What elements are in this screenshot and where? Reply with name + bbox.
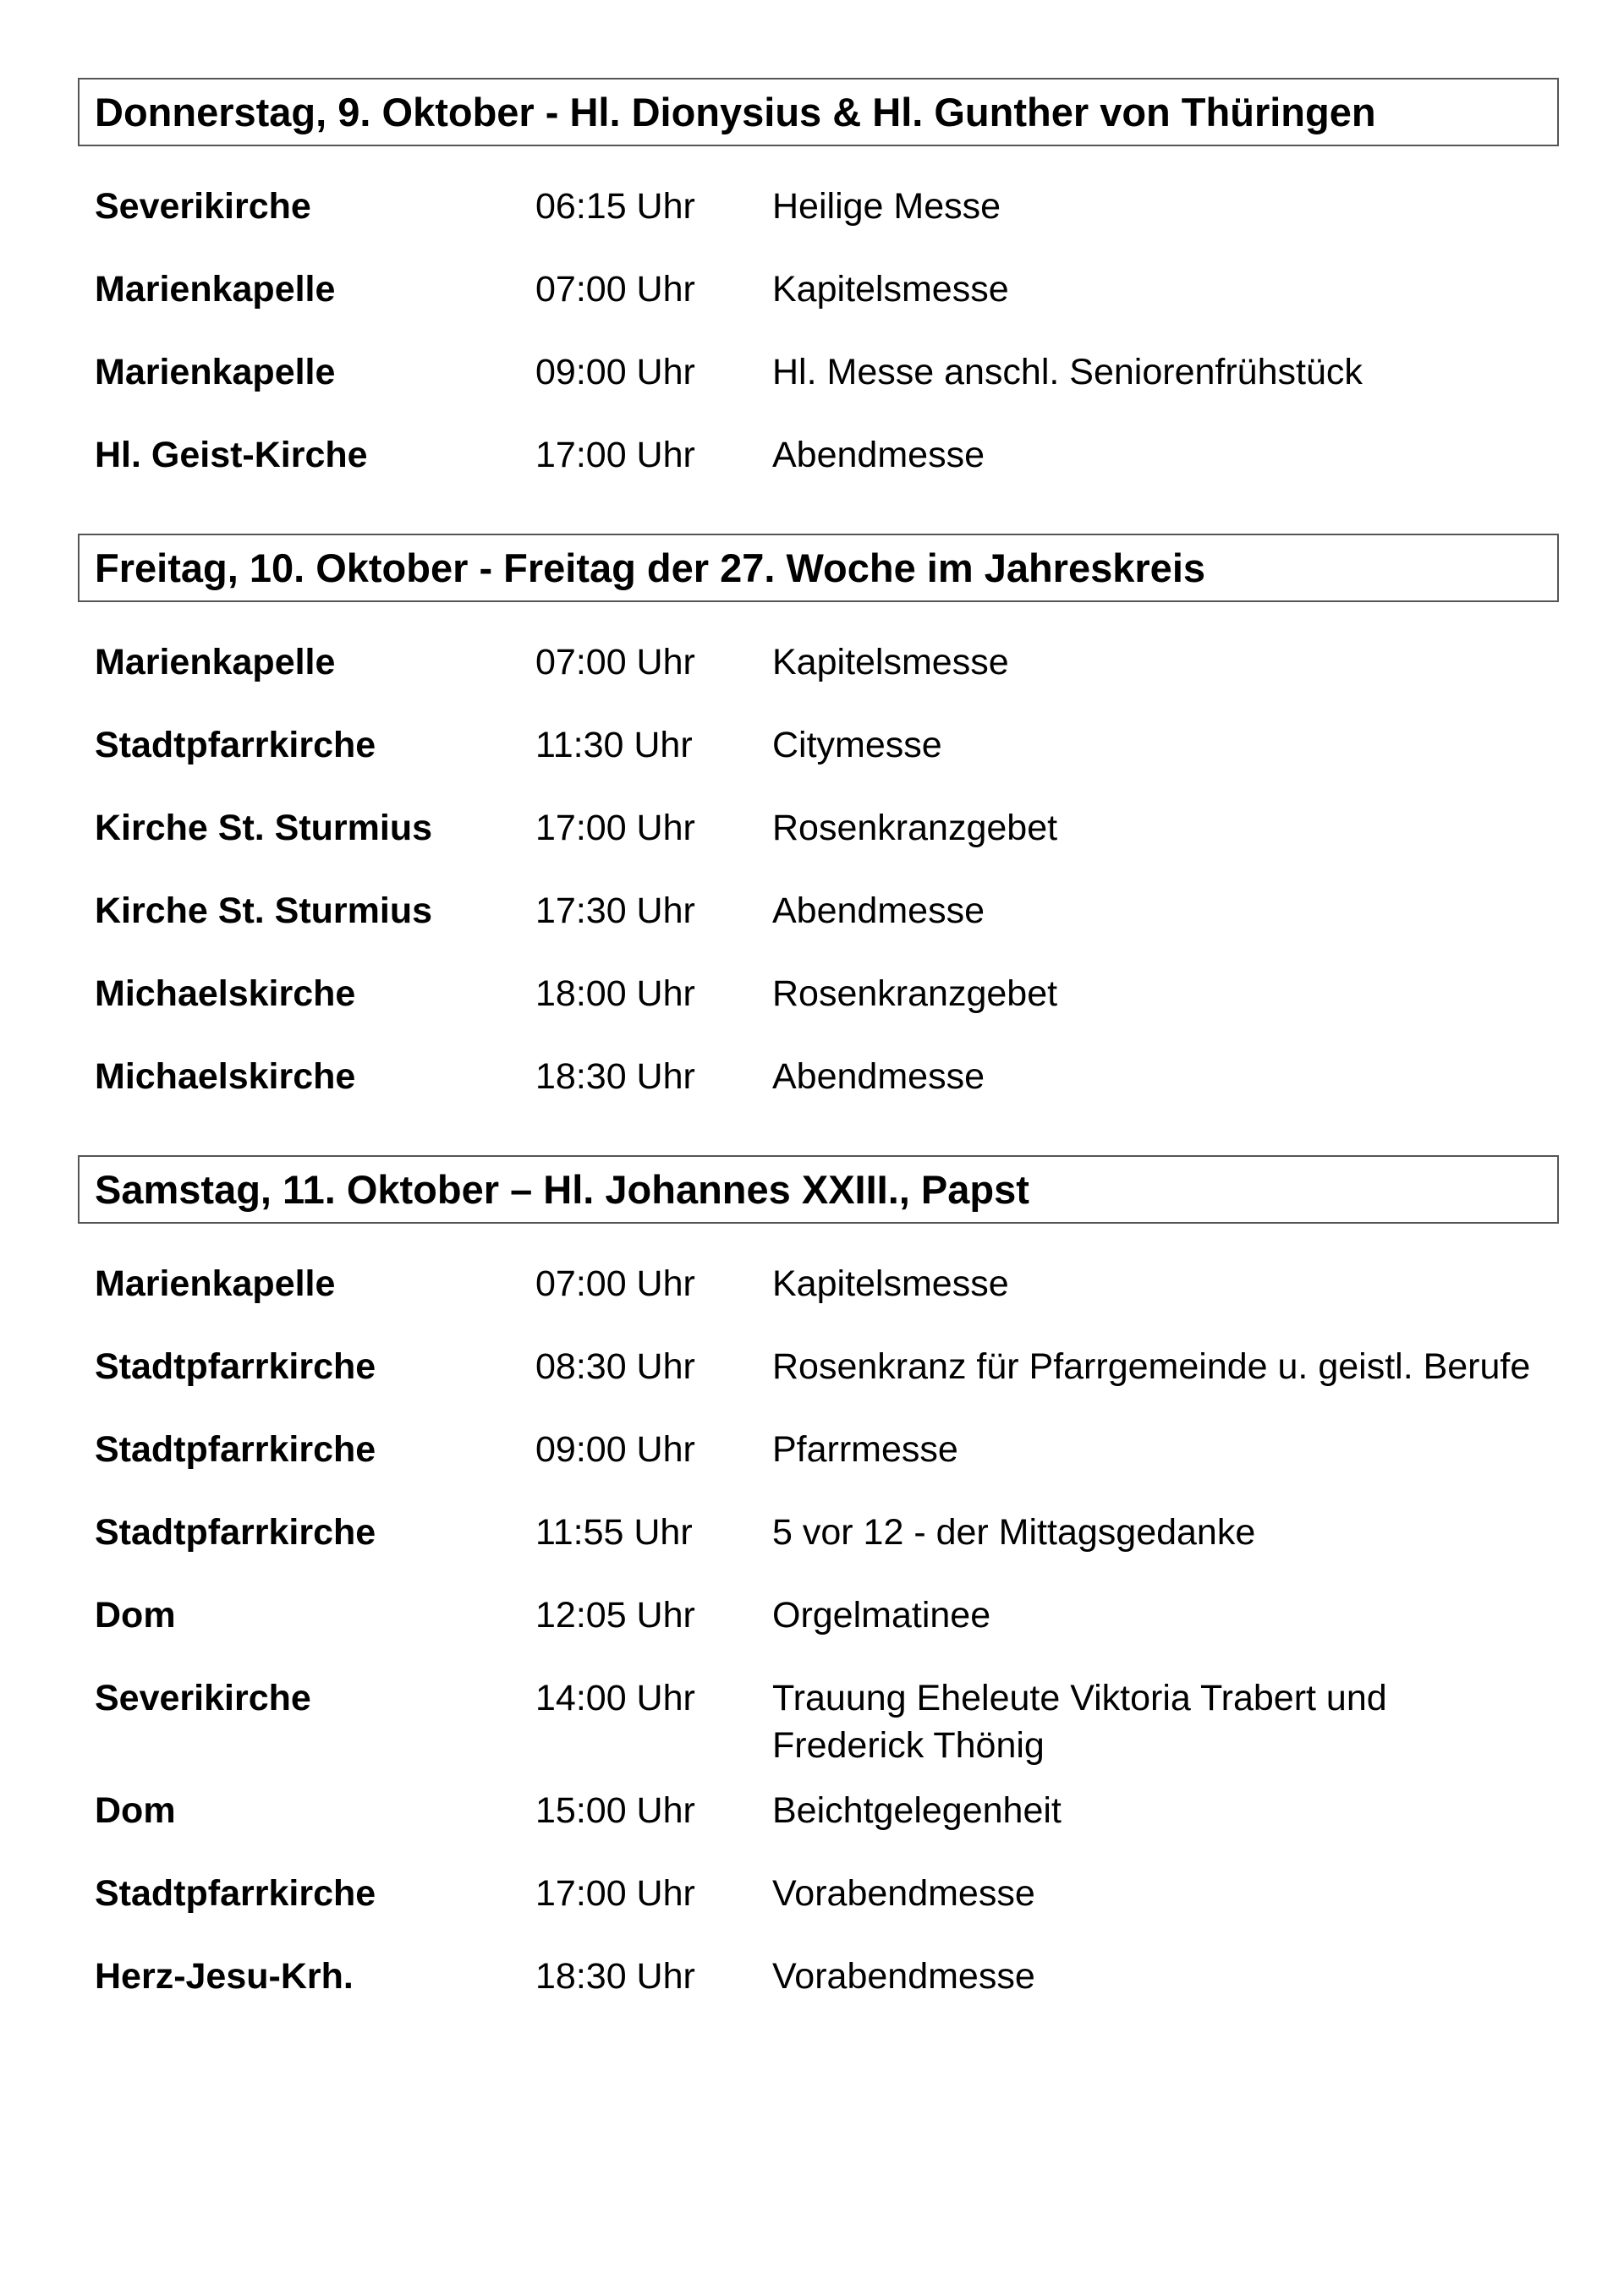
service-description: Kapitelsmesse [772,642,1009,682]
service-location: Marienkapelle [95,1263,336,1304]
service-time: 11:30 Uhr [535,725,693,765]
service-description: 5 vor 12 - der Mittagsgedanke [772,1512,1256,1553]
service-row [78,165,1559,248]
service-time: 09:00 Uhr [535,352,695,392]
service-row [78,869,1559,952]
service-location: Stadtpfarrkirche [95,1429,376,1470]
service-location: Michaelskirche [95,973,356,1014]
service-description: Pfarrmesse [772,1429,958,1470]
service-location: Kirche St. Sturmius [95,808,433,848]
service-description: Abendmesse [772,890,985,931]
service-row [78,1574,1559,1657]
service-description: Abendmesse [772,435,985,475]
service-row [78,1242,1559,1325]
service-location: Dom [95,1790,176,1831]
service-location: Stadtpfarrkirche [95,1346,376,1387]
service-time: 17:00 Uhr [535,435,695,475]
service-description: Kapitelsmesse [772,1263,1009,1304]
day-section [78,78,1559,496]
service-row [78,1852,1559,1935]
service-time: 12:05 Uhr [535,1595,695,1636]
service-location: Marienkapelle [95,352,336,392]
service-time: 18:00 Uhr [535,973,695,1014]
service-row [78,952,1559,1035]
service-location: Stadtpfarrkirche [95,725,376,765]
service-time: 17:00 Uhr [535,1873,695,1914]
service-location: Hl. Geist-Kirche [95,435,368,475]
service-description: Trauung Eheleute Viktoria Trabert und Frederick Thönig [772,1678,1387,1766]
service-time: 14:00 Uhr [535,1678,695,1718]
service-location: Kirche St. Sturmius [95,890,433,931]
service-row [78,1935,1559,2018]
service-time: 08:30 Uhr [535,1346,695,1387]
service-time: 15:00 Uhr [535,1790,695,1831]
day-heading: Donnerstag, 9. Oktober - Hl. Dionysius & Hl. Gunther von Thüringen [78,78,1559,146]
day-section [78,1155,1559,2018]
service-time: 07:00 Uhr [535,1263,695,1304]
service-row [78,1035,1559,1118]
service-description: Kapitelsmesse [772,269,1009,310]
service-row [78,414,1559,496]
service-row [78,1491,1559,1574]
service-description: Rosenkranzgebet [772,973,1058,1014]
service-row [78,1769,1559,1852]
schedule-page [78,78,1559,2055]
service-location: Stadtpfarrkirche [95,1873,376,1914]
service-location: Marienkapelle [95,269,336,310]
service-time: 07:00 Uhr [535,269,695,310]
service-description: Beichtgelegenheit [772,1790,1062,1831]
service-description: Rosenkranzgebet [772,808,1058,848]
service-time: 09:00 Uhr [535,1429,695,1470]
service-description: Hl. Messe anschl. Seniorenfrühstück [772,352,1363,392]
service-description: Vorabendmesse [772,1956,1035,1997]
day-heading: Samstag, 11. Oktober – Hl. Johannes XXIII., Papst [78,1155,1559,1224]
service-time: 06:15 Uhr [535,186,695,227]
service-description: Citymesse [772,725,942,765]
service-description: Heilige Messe [772,186,1001,227]
service-location: Severikirche [95,1678,311,1718]
day-section [78,534,1559,1118]
service-time: 17:30 Uhr [535,890,695,931]
service-description: Abendmesse [772,1056,985,1097]
service-row [78,331,1559,414]
service-row [78,1657,1559,1769]
service-time: 07:00 Uhr [535,642,695,682]
service-location: Herz-Jesu-Krh. [95,1956,354,1997]
service-row [78,704,1559,786]
service-row [78,621,1559,704]
service-row [78,1408,1559,1491]
service-location: Marienkapelle [95,642,336,682]
service-row [78,248,1559,331]
service-time: 17:00 Uhr [535,808,695,848]
service-time: 18:30 Uhr [535,1056,695,1097]
service-row [78,786,1559,869]
day-heading: Freitag, 10. Oktober - Freitag der 27. Woche im Jahreskreis [78,534,1559,602]
service-time: 11:55 Uhr [535,1512,693,1553]
service-description: Orgelmatinee [772,1595,991,1636]
service-location: Severikirche [95,186,311,227]
service-time: 18:30 Uhr [535,1956,695,1997]
service-location: Dom [95,1595,176,1636]
service-location: Michaelskirche [95,1056,356,1097]
service-description: Vorabendmesse [772,1873,1035,1914]
service-description: Rosenkranz für Pfarrgemeinde u. geistl. Berufe [772,1346,1531,1387]
service-row [78,1325,1559,1408]
service-location: Stadtpfarrkirche [95,1512,376,1553]
